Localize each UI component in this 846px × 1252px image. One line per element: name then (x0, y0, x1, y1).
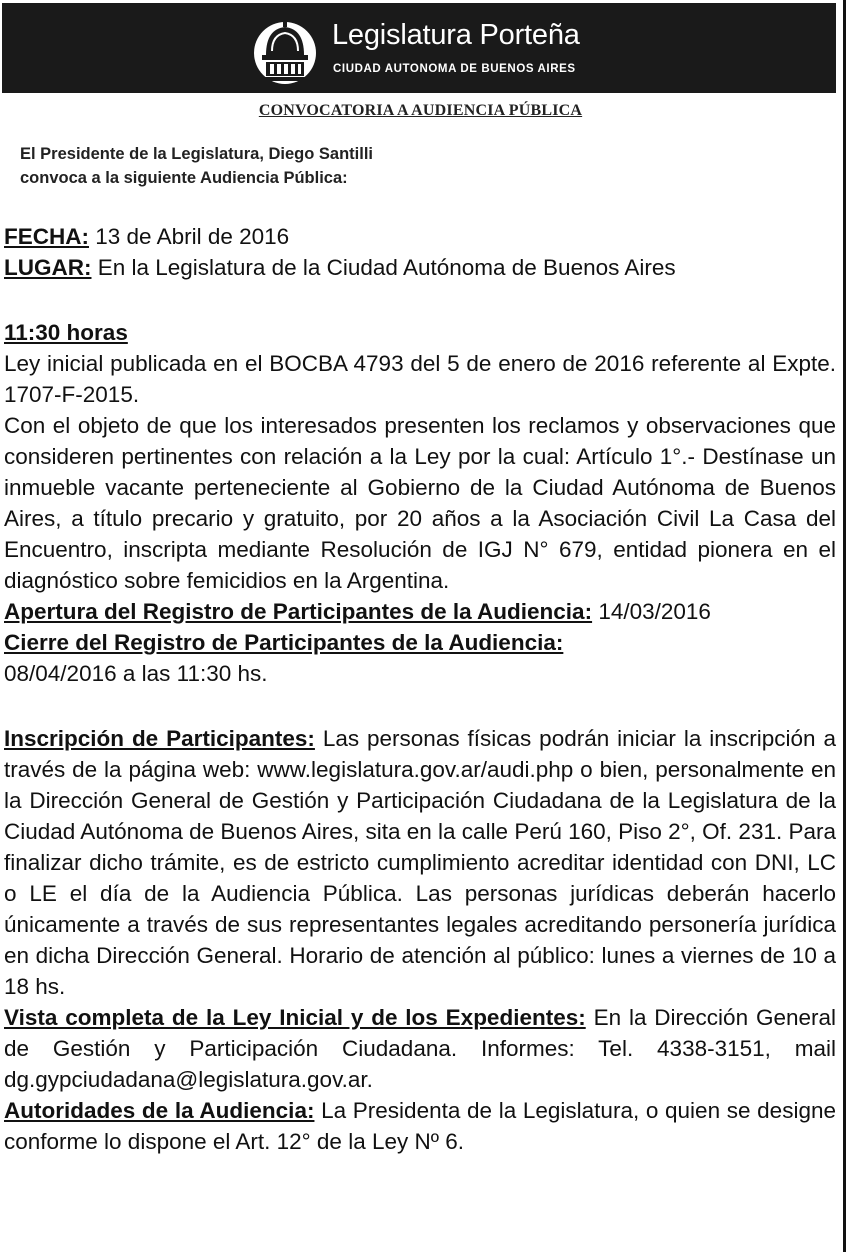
inscripcion-paragraph (4, 723, 836, 1002)
apertura-value: 14/03/2016 (592, 599, 711, 624)
spacer (4, 689, 836, 723)
cierre-value-line: 08/04/2016 a las 11:30 hs. (4, 661, 268, 686)
header-banner (2, 3, 836, 93)
autoridades-paragraph (4, 1095, 836, 1157)
hora-line (4, 317, 836, 348)
cierre-label-line (4, 627, 836, 658)
fecha-label: FECHA: (4, 224, 89, 249)
inscripcion-label: Inscripción de Participantes: (4, 726, 315, 751)
intro-line-2: convoca a la siguiente Audiencia Pública: (20, 169, 348, 187)
ley-inicial-paragraph: Ley inicial publicada en el BOCBA 4793 del 5 de enero de 2016 referente al Expte. 1707-F-2015. (4, 351, 836, 407)
intro-block (20, 142, 373, 190)
vista-paragraph (4, 1002, 836, 1095)
intro-line-1: El Presidente de la Legislatura, Diego Santilli (20, 145, 374, 163)
lugar-value: En la Legislatura de la Ciudad Autónoma de Buenos Aires (91, 255, 676, 280)
lugar-line (4, 252, 836, 283)
cierre-label: Cierre del Registro de Participantes de la Audiencia: (4, 630, 564, 655)
logo-subtitle: CIUDAD AUTONOMA DE BUENOS AIRES (333, 63, 576, 75)
apertura-label: Apertura del Registro de Participantes de la Audiencia: (4, 599, 593, 624)
autoridades-value: La Presidenta de la Legislatura, o quien se designe conforme lo dispone el Art. 12° de la Ley Nº 6. (4, 1098, 836, 1154)
lugar-label: LUGAR: (4, 255, 92, 280)
document-heading: CONVOCATORIA A AUDIENCIA PÚBLICA (258, 102, 583, 119)
spacer (4, 283, 836, 317)
objeto-paragraph: Con el objeto de que los interesados presenten los reclamos y observaciones que consideren pertinentes con relación a la Ley por la cual: Artículo 1°.- Destínase un inmueble vacante perteneciente al Gobierno de la Ciudad Autónoma de Buenos Aires, a título precario y gratuito, por 20 años a la Asociación Civil La Casa del Encuentro, inscripta mediante Resolución de IGJ N° 679, entidad pionera en el diagnóstico sobre femicidios en la Argentina. (4, 413, 836, 593)
main-content (4, 221, 836, 1157)
vista-value: En la Dirección General de Gestión y Participación Ciudadana. Informes: Tel. 4338-3151, mail dg.gypciudadana@legislatura.gov.ar. (4, 1005, 836, 1092)
inscripcion-value: Las personas físicas podrán iniciar la inscripción a través de la página web: www.legislatura.gov.ar/audi.php o bien, personalmente en la Dirección General de Gestión y Participación Ciudadana de la Legislatura de la Ciudad Autónoma de Buenos Aires, sita en la calle Perú 160, Piso 2°, Of. 231. Para finalizar dicho trámite, es de estricto cumplimiento acreditar identidad con DNI, LC o LE el día de la Audiencia Pública. Las personas jurídicas deberán hacerlo únicamente a través de sus representantes legales acreditando personería jurídica en dicha Dirección General. Horario de atención al público: lunes a viernes de 10 a 18 hs. (4, 726, 837, 999)
fecha-value: 13 de Abril de 2016 (89, 224, 290, 249)
legislature-dome-logo-icon (252, 15, 318, 87)
autoridades-label: Autoridades de la Audiencia: (4, 1098, 315, 1123)
fecha-line (4, 221, 836, 252)
vista-label: Vista completa de la Ley Inicial y de los Expedientes: (4, 1005, 586, 1030)
logo-title: Legislatura Porteña (332, 19, 580, 51)
apertura-line (4, 596, 836, 627)
hora-label: 11:30 horas (4, 320, 128, 345)
